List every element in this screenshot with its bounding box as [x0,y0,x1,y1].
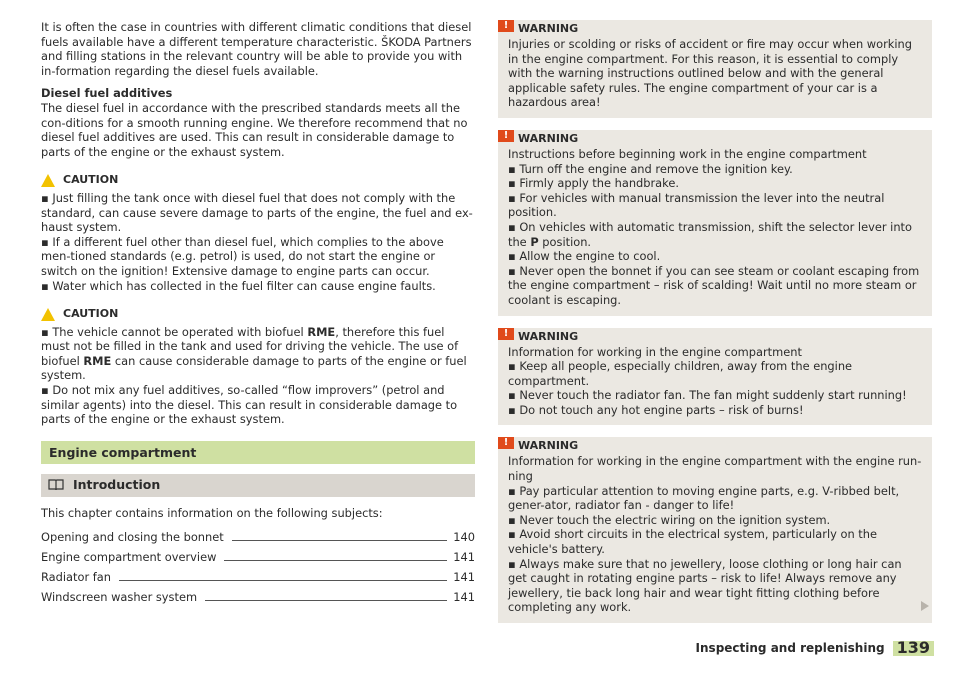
warning-exclamation-icon: ! [498,437,514,449]
toc-row[interactable] [41,564,475,584]
toc-leader [119,580,447,581]
toc-title: Opening and closing the bonnet [41,529,224,544]
warning-line: Information for working in the engine compartment with the engine run-ning [508,454,922,484]
introduction-title: Introduction [73,477,161,493]
warning-label: WARNING [518,22,579,35]
page-number: 139 [893,641,934,656]
warning-label: WARNING [518,131,579,145]
toc-leader [232,540,448,541]
toc-page: 141 [453,569,475,584]
toc-leader [224,560,447,561]
warning-line: ▪ On vehicles with automatic transmission, shift the selector lever into the P position. [508,219,912,249]
toc-page: 140 [453,529,475,544]
warning-line: ▪ Pay particular attention to moving engine parts, e.g. V-ribbed belt, gener-ator, radiator fan - danger to life! [508,483,900,513]
toc-row[interactable] [41,524,475,544]
warning-line: Information for working in the engine compartment [508,344,802,359]
right-column [498,20,932,635]
continue-arrow-icon [921,601,929,611]
warning-line: ▪ Allow the engine to cool. [508,249,661,264]
warning-line: ▪ Do not touch any hot engine parts – risk of burns! [508,402,804,417]
warning-exclamation-icon: ! [498,130,514,142]
warning-exclamation-icon: ! [498,328,514,340]
footer-section-title: Inspecting and replenishing [695,641,885,655]
warning-line: ▪ Never open the bonnet if you can see steam or coolant escaping from the engine compartment – risk of scalding! Wait until no more steam or coolant is escaping. [508,263,920,307]
warning-line: ▪ Always make sure that no jewellery, loose clothing or long hair can get caught in rotating engine parts – risk to life! Always remove any jewellery, tie back long hair and wear tight fitting clothing before completing any work. [508,556,902,615]
caution-label: CAUTION [63,307,119,321]
caution-item: ▪ Just filling the tank once with diesel fuel that does not comply with the standard, can cause severe damage to parts of the engine, the fuel and ex-haust system. [41,190,473,235]
warning-line: ▪ Never touch the radiator fan. The fan might suddenly start running! [508,388,907,403]
warning-line: Injuries or scolding or risks of accident or fire may occur when working in the engine compartment. For this reason, it is essential to comply with the warning instructions outlined below and with the general applicable safety rules. The engine compartment of your car is a hazardous area! [508,37,912,110]
caution-box-1 [41,173,475,293]
book-icon [48,479,64,491]
intro-paragraph: It is often the case in countries with different climatic conditions that diesel fuels available have a different temperature characteristic. ŠKODA Partners and filling stations in the relevant country will be able to provide you with in-formation regarding the diesel fuels available. [41,20,472,78]
caution-item: ▪ If a different fuel other than diesel fuel, which complies to the above men-tioned standards (e.g. petrol) is used, do not start the engine or switch on the ignition! Extensive damage to engine parts can occur. [41,234,444,278]
warning-line: ▪ Firmly apply the handbrake. [508,176,679,191]
warning-exclamation-icon: ! [498,20,514,32]
additives-paragraph: The diesel fuel in accordance with the prescribed standards meets all the con-ditions for a smooth running engine. We therefore recommend that no diesel fuel additives are used. This can result in considerable damage to parts of the engine or the exhaust system. [41,100,468,159]
warning-box [498,437,932,623]
warning-line: Instructions before beginning work in the engine compartment [508,146,867,161]
caution-label: CAUTION [63,173,119,187]
warning-box [498,328,932,426]
warning-box [498,130,932,316]
warning-line: ▪ Keep all people, especially children, away from the engine compartment. [508,359,853,388]
toc-page: 141 [453,589,475,604]
caution-header [41,173,475,188]
toc-list [41,524,475,604]
additives-heading: Diesel fuel additives [41,86,173,101]
introduction-header [41,474,475,497]
warning-triangle-icon [41,308,55,321]
toc-row[interactable] [41,584,475,604]
toc-title: Radiator fan [41,569,111,584]
intro-text: This chapter contains information on the following subjects: [41,505,383,520]
warning-line: ▪ Turn off the engine and remove the ignition key. [508,161,793,176]
caution-item: ▪ Water which has collected in the fuel filter can cause engine faults. [41,278,436,293]
warning-line: ▪ Avoid short circuits in the electrical system, particularly on the vehicle's battery. [508,527,877,557]
warning-box [498,20,932,118]
caution-item: ▪ Do not mix any fuel additives, so-called “flow improvers” (petrol and similar agents) into the diesel. This can result in considerable damage to parts of the engine or the exhaust system. [41,383,458,427]
toc-row[interactable] [41,544,475,564]
toc-page: 141 [453,549,475,564]
warning-label: WARNING [518,439,579,453]
toc-title: Engine compartment overview [41,549,217,564]
left-column [41,20,475,604]
warning-triangle-icon [41,174,55,187]
warning-line: ▪ For vehicles with manual transmission the lever into the neutral position. [508,190,885,220]
section-title: Engine compartment [41,441,475,464]
toc-leader [205,600,447,601]
caution-box-2 [41,307,475,427]
page-footer [695,638,934,657]
toc-title: Windscreen washer system [41,589,198,604]
warning-line: ▪ Never touch the electric wiring on the ignition system. [508,512,831,527]
warning-label: WARNING [518,329,579,343]
caution-header [41,307,475,322]
caution-item: ▪ The vehicle cannot be operated with biofuel RME, therefore this fuel must not be filled in the tank and used for driving the vehicle. The use of biofuel RME can cause considerable damage to parts of the engine or fuel system. [41,324,467,383]
